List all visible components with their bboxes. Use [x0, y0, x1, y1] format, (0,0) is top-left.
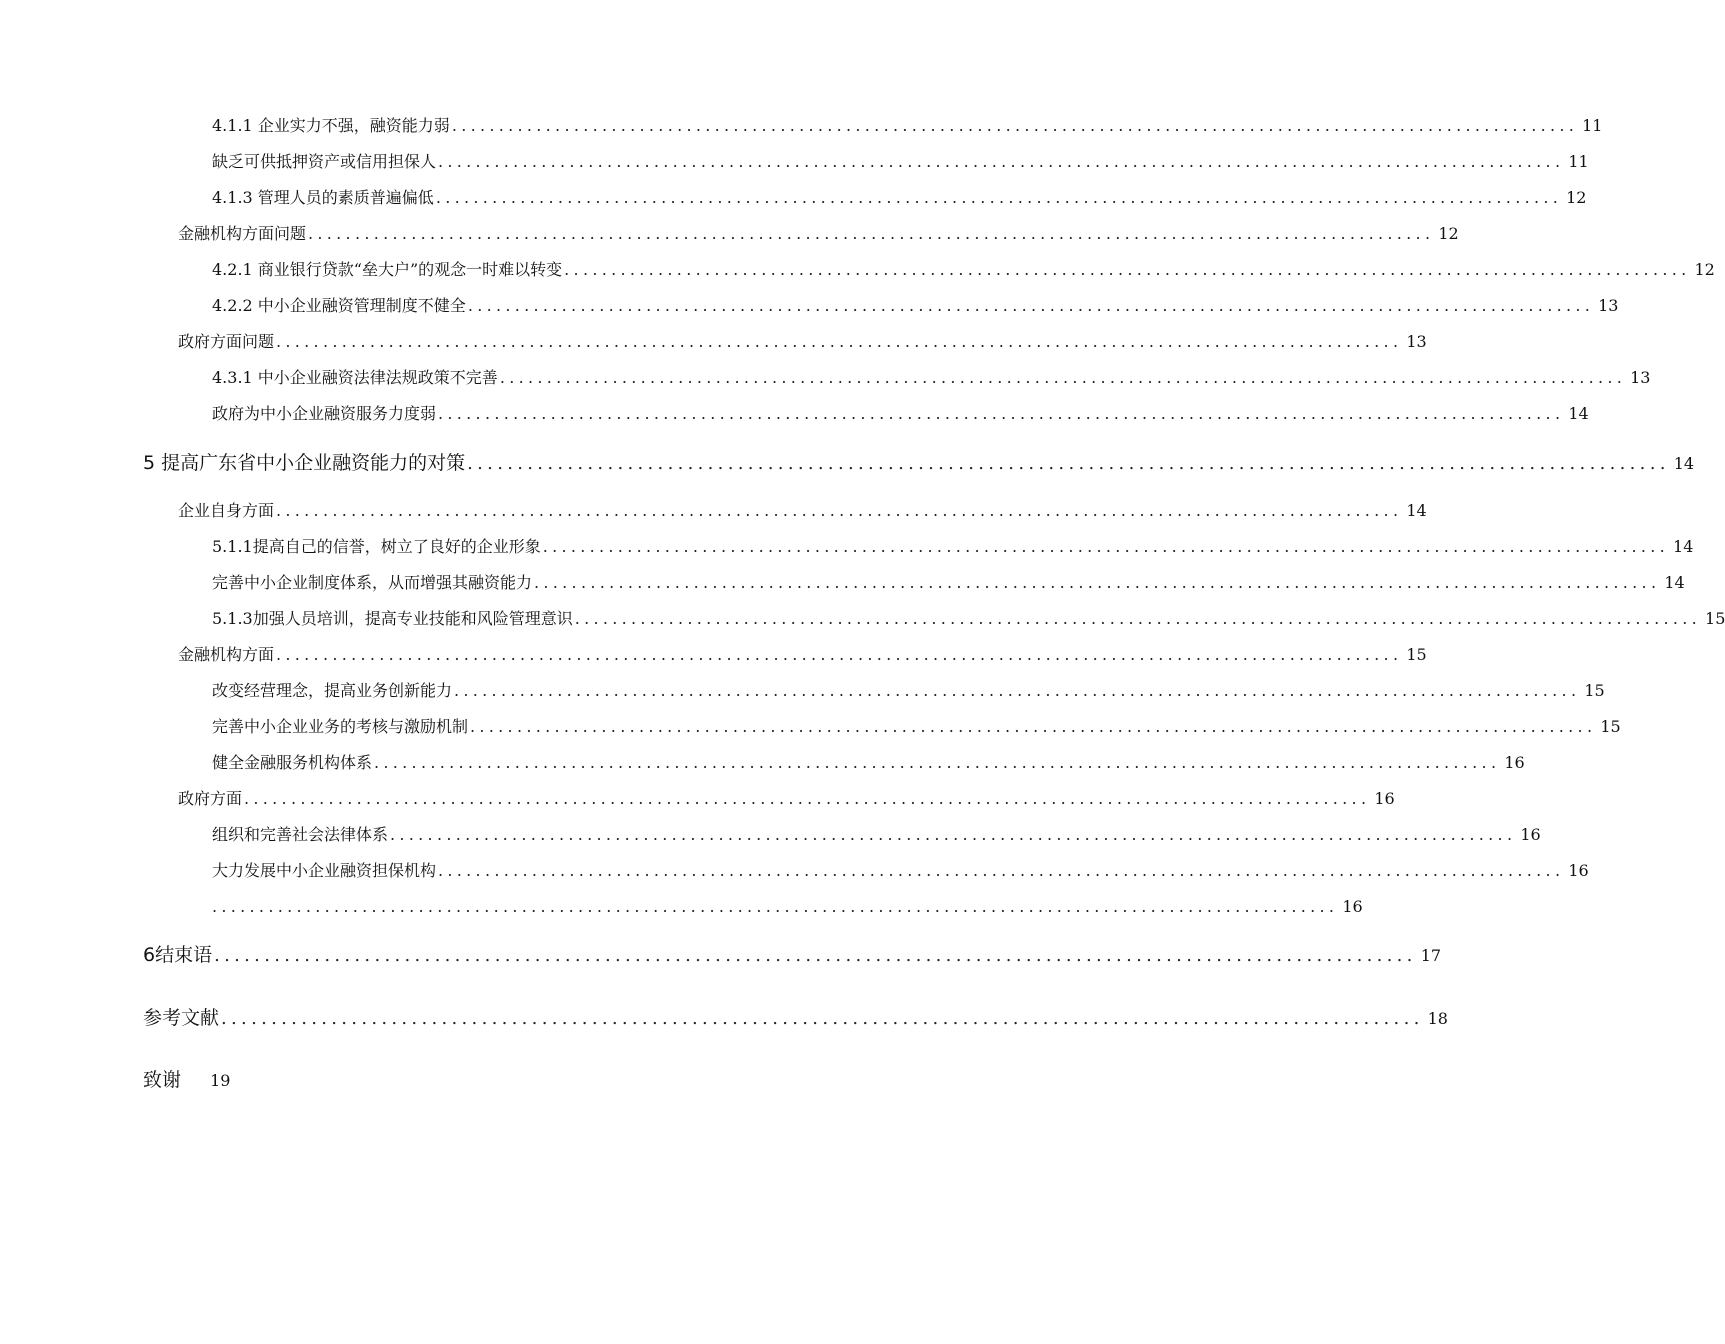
- toc-entry-title: 致谢: [143, 1069, 182, 1091]
- toc-entry-5-2[interactable]: [178, 641, 1427, 669]
- toc-entry-title: 参考文献: [143, 1007, 220, 1029]
- dot-leader: ........................................................................................................................: [564, 260, 1691, 279]
- toc-entry-5-2-2[interactable]: [212, 713, 1621, 741]
- dot-leader: ........................................................................................................................: [467, 296, 1595, 315]
- toc-entry-chapter-5[interactable]: [143, 448, 1695, 478]
- toc-entry-title: 5 提高广东省中小企业融资能力的对策: [143, 452, 466, 474]
- toc-entry-5-3-3[interactable]: [212, 893, 1363, 921]
- toc-page-number: 16: [1342, 897, 1363, 916]
- toc-entry-title: 金融机构方面: [178, 645, 275, 664]
- dot-leader: ........................................................................................................................: [374, 753, 1501, 772]
- dot-leader: ........................................................................................................................: [438, 404, 1565, 423]
- dot-leader: ........................................................................................................................: [438, 152, 1565, 171]
- dot-leader: ........................................................................................................................: [467, 453, 1670, 474]
- toc-page-number: 14: [1664, 573, 1685, 592]
- toc-entry-5-2-3[interactable]: [212, 749, 1525, 777]
- toc-page-number: 16: [1504, 753, 1525, 772]
- toc-entry-4-1-1[interactable]: [212, 112, 1603, 140]
- toc-entry-5-3[interactable]: [178, 785, 1395, 813]
- dot-leader: ........................................................................................................................: [499, 368, 1627, 387]
- toc-page-number: 14: [1673, 454, 1695, 473]
- dot-leader: ........................................................................................................................: [276, 332, 1403, 351]
- dot-leader: ........................................................................................................................: [221, 1008, 1424, 1029]
- toc-page-number: 16: [1520, 825, 1541, 844]
- toc-entry-title: 企业自身方面: [178, 501, 275, 520]
- toc-entry-4-3[interactable]: [178, 328, 1427, 356]
- toc-entry-5-1[interactable]: [178, 497, 1427, 525]
- toc-entry-5-3-1[interactable]: [212, 821, 1541, 849]
- toc-page-number: 13: [1406, 332, 1427, 351]
- toc-entry-title: 组织和完善社会法律体系: [212, 825, 389, 844]
- toc-entry-title: 4.2.1 商业银行贷款“垒大户”的观念一时难以转变: [212, 260, 563, 279]
- toc-entry-5-1-3[interactable]: [212, 605, 1725, 633]
- toc-entry-title: 政府方面问题: [178, 332, 275, 351]
- toc-entry-4-3-1[interactable]: [212, 364, 1651, 392]
- toc-page-number: 14: [1406, 501, 1427, 520]
- toc-entry-title: 6结束语: [143, 944, 213, 966]
- dot-leader: ........................................................................................................................: [451, 116, 1579, 135]
- toc-page-number: 12: [1694, 260, 1715, 279]
- toc-entry-title: 完善中小企业制度体系，从而增强其融资能力: [212, 573, 533, 592]
- toc-page-number: 18: [1427, 1009, 1448, 1028]
- toc-page-number: 11: [1568, 152, 1589, 171]
- toc-entry-5-3-2[interactable]: [212, 857, 1589, 885]
- toc-entry-title: 4.1.3 管理人员的素质普遍偏低: [212, 188, 434, 207]
- toc-entry-4-2-1[interactable]: [212, 256, 1715, 284]
- toc-page-number: 15: [1584, 681, 1605, 700]
- toc-page-number: 15: [1600, 717, 1621, 736]
- dot-leader: ........................................................................................................................: [470, 717, 1597, 736]
- toc-entry-5-1-1[interactable]: [212, 533, 1694, 561]
- dot-leader: ........................................................................................................................: [390, 825, 1517, 844]
- dot-leader: ........................................................................................................................: [214, 945, 1417, 966]
- toc-entry-title: 改变经营理念，提高业务创新能力: [212, 681, 453, 700]
- toc-entry-title: 健全金融服务机构体系: [212, 753, 373, 772]
- toc-page-number: 15: [1705, 609, 1725, 628]
- toc-page-number: 13: [1630, 368, 1651, 387]
- toc-entry-4-2[interactable]: [178, 220, 1459, 248]
- toc-page-number: 15: [1406, 645, 1427, 664]
- toc-page-number: 16: [1568, 861, 1589, 880]
- dot-leader: ........................................................................................................................: [435, 188, 1563, 207]
- toc-page-number: 12: [1566, 188, 1587, 207]
- dot-leader: ........................................................................................................................: [454, 681, 1581, 700]
- toc-entry-references[interactable]: [143, 1003, 1448, 1033]
- dot-leader: ........................................................................................................................: [212, 897, 1339, 916]
- dot-leader: ........................................................................................................................: [574, 609, 1702, 628]
- dot-leader: ........................................................................................................................: [244, 789, 1371, 808]
- dot-leader: ........................................................................................................................: [542, 537, 1670, 556]
- toc-entry-title: 缺乏可供抵押资产或信用担保人: [212, 152, 437, 171]
- dot-leader: ........................................................................................................................: [534, 573, 1661, 592]
- toc-entry-title: 4.3.1 中小企业融资法律法规政策不完善: [212, 368, 498, 387]
- toc-page-number: 12: [1438, 224, 1459, 243]
- toc-page-number: 19: [210, 1071, 231, 1090]
- toc-entry-title: 金融机构方面问题: [178, 224, 307, 243]
- toc-entry-5-2-1[interactable]: [212, 677, 1605, 705]
- toc-entry-title: 4.1.1 企业实力不强，融资能力弱: [212, 116, 450, 135]
- toc-entry-acknowledgements[interactable]: [143, 1065, 230, 1095]
- toc-entry-title: 4.2.2 中小企业融资管理制度不健全: [212, 296, 466, 315]
- toc-page-number: 14: [1673, 537, 1694, 556]
- toc-page-number: 17: [1420, 946, 1442, 965]
- toc-page-number: 16: [1374, 789, 1395, 808]
- toc-entry-4-2-2[interactable]: [212, 292, 1619, 320]
- toc-entry-chapter-6[interactable]: [143, 940, 1442, 970]
- toc-entry-title: 大力发展中小企业融资担保机构: [212, 861, 437, 880]
- toc-entry-title: 5.1.1提高自己的信誉，树立了良好的企业形象: [212, 537, 541, 556]
- toc-entry-4-1-2[interactable]: [212, 148, 1589, 176]
- toc-entry-title: 政府为中小企业融资服务力度弱: [212, 404, 437, 423]
- dot-leader: ........................................................................................................................: [276, 501, 1403, 520]
- dot-leader: ........................................................................................................................: [276, 645, 1403, 664]
- toc-entry-title: 政府方面: [178, 789, 243, 808]
- dot-leader: ........................................................................................................................: [438, 861, 1565, 880]
- toc-entry-title: 完善中小企业业务的考核与激励机制: [212, 717, 469, 736]
- toc-page-number: 13: [1598, 296, 1619, 315]
- toc-entry-title: 5.1.3加强人员培训，提高专业技能和风险管理意识: [212, 609, 573, 628]
- toc-entry-5-1-2[interactable]: [212, 569, 1685, 597]
- toc-page-number: 14: [1568, 404, 1589, 423]
- toc-entry-4-3-2[interactable]: [212, 400, 1589, 428]
- dot-leader: ........................................................................................................................: [308, 224, 1435, 243]
- toc-entry-4-1-3[interactable]: [212, 184, 1587, 212]
- toc-page-number: 11: [1582, 116, 1603, 135]
